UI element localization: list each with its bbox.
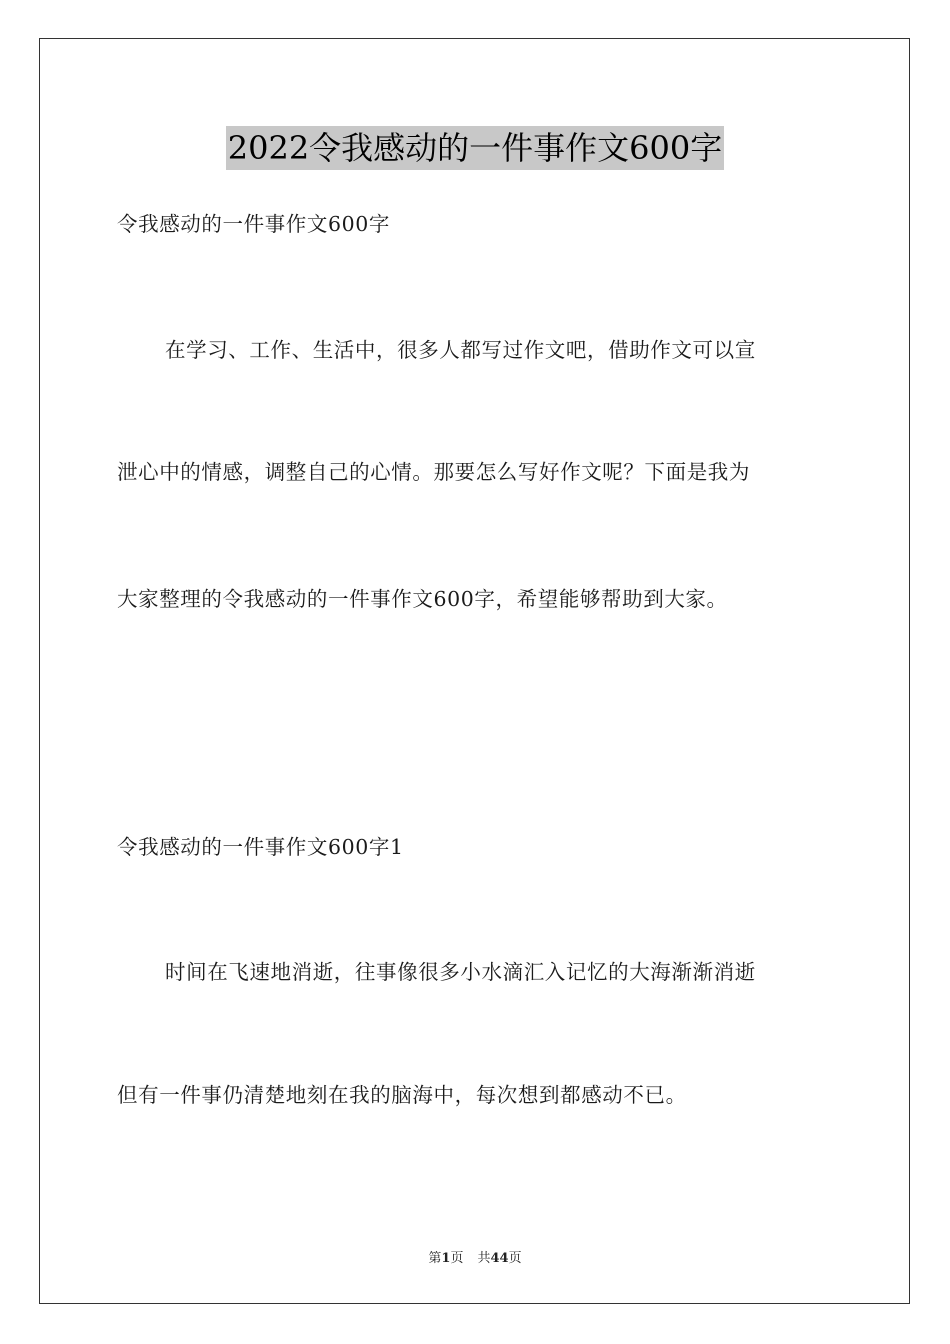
paragraph-line: 但有一件事仍清楚地刻在我的脑海中，每次想到都感动不已。: [117, 1083, 687, 1107]
page-suffix: 页: [450, 1251, 464, 1266]
paragraph-line: 时间在飞速地消逝，往事像很多小水滴汇入记忆的大海渐渐消逝: [165, 960, 756, 984]
total-suffix: 页: [508, 1251, 522, 1266]
paragraph-line: 泄心中的情感，调整自己的心情。那要怎么写好作文呢？下面是我为: [117, 460, 750, 484]
total-prefix: 共: [477, 1251, 491, 1266]
page-prefix: 第: [428, 1251, 442, 1266]
page-footer: [0, 1247, 950, 1266]
total-pages: 44: [490, 1251, 509, 1266]
document-title: 2022令我感动的一件事作文600字: [226, 126, 725, 170]
title-container: [0, 126, 950, 170]
paragraph-line: 大家整理的令我感动的一件事作文600字，希望能够帮助到大家。: [117, 587, 728, 611]
section-heading: 令我感动的一件事作文600字1: [117, 835, 404, 859]
subtitle-line: 令我感动的一件事作文600字: [117, 212, 391, 236]
page-number: 1: [441, 1251, 451, 1266]
paragraph-line: 在学习、工作、生活中，很多人都写过作文吧，借助作文可以宣: [165, 338, 756, 362]
